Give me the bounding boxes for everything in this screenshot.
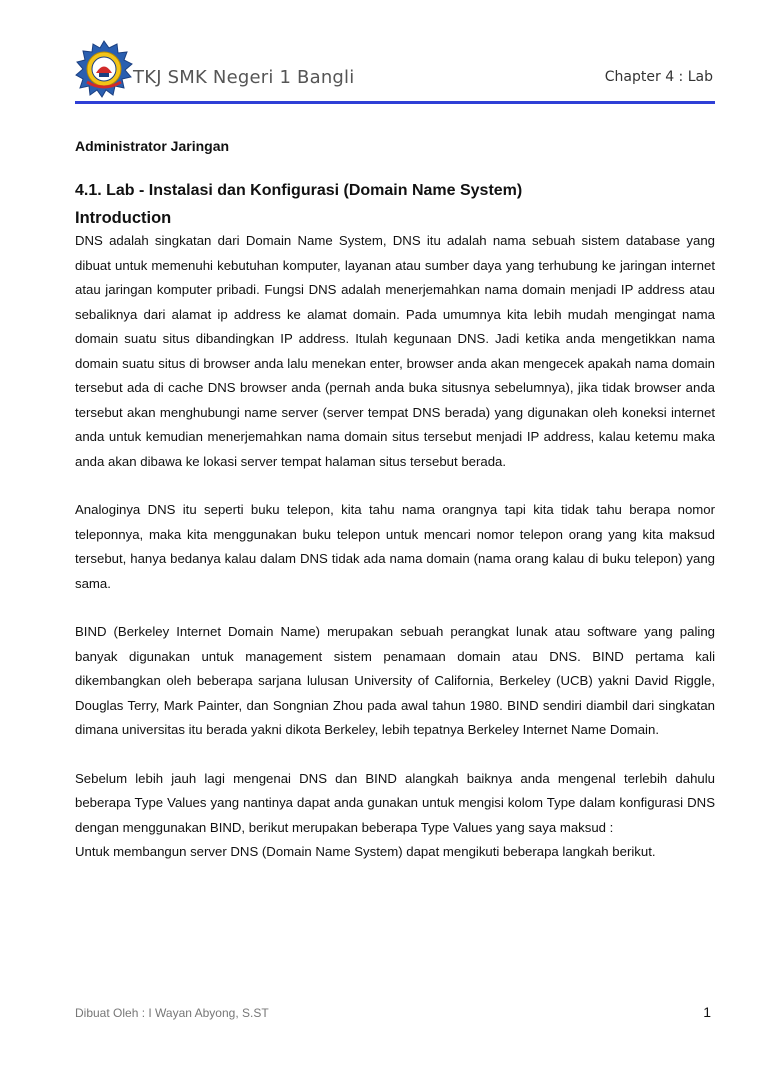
- section-title: Administrator Jaringan: [75, 138, 230, 154]
- paragraph-dns: DNS adalah singkatan dari Domain Name System, DNS itu adalah nama sebuah sistem database yang dibuat untuk memenuhi kebutuhan komputer, layanan atau sumber daya yang terhubung ke jaringan internet atau jaringan komputer pribadi. Fungsi DNS adalah menerjemahkan nama domain menjadi IP address atau sebaliknya dari alamat ip address ke alamat domain. Pada umumnya kita lebih mudah mengingat nama domain suatu situs dibandingkan IP address. Itulah kegunaan DNS. Jadi ketika anda mengetikkan nama domain suatu situs di browser anda lalu menekan enter, browser anda akan mengecek apakah nama domain tersebut ada di cache DNS browser anda (pernah anda buka situsnya sebelumnya), jika tidak browser anda tersebut akan menghubungi name server (server tempat DNS berada) yang digunakan oleh koneksi internet anda untuk kemudian menerjemahkan nama domain situs tersebut menjadi IP address, kalau ketemu maka anda akan dibawa ke lokasi server tempat halaman situs tersebut berada.: [75, 233, 715, 469]
- spacer: [75, 743, 715, 767]
- school-emblem-icon: [75, 40, 133, 98]
- spacer: [75, 596, 715, 620]
- intro-heading: Introduction: [75, 209, 172, 227]
- page-footer: [75, 1004, 715, 1024]
- paragraph-analogy: Analoginya DNS itu seperti buku telepon, kita tahu nama orangnya tapi kita tidak tahu berapa nomor teleponnya, maka kita menggunakan buku telepon untuk mencari nomor telepon orang yang kita maksud tersebut, hanya bedanya kalau dalam DNS tidak ada nama domain (nama orang kalau di buku telepon) yang sama.: [75, 502, 715, 591]
- page-header: [75, 40, 715, 104]
- paragraph-type-values: Sebelum lebih jauh lagi mengenai DNS dan BIND alangkah baiknya anda mengenal terlebih dahulu beberapa Type Values yang nantinya dapat anda gunakan untuk mengisi kolom Type dalam konfigurasi DNS dengan menggunakan BIND, berikut merupakan beberapa Type Values yang saya maksud :: [75, 770, 715, 835]
- paragraph-bind: BIND (Berkeley Internet Domain Name) merupakan sebuah perangkat lunak atau software yang paling banyak digunakan untuk management sistem penamaan domain atau DNS. BIND pertama kali dikembangkan oleh beberapa sarjana lulusan University of California, Berkeley (UCB) yakni David Riggle, Douglas Terry, Mark Painter, dan Songnian Zhou pada awal tahun 1980. BIND sendiri diambil dari singkatan dimana universitas itu berada yakni dikota Berkeley, lebih tepatnya Berkeley Internet Name Domain.: [75, 624, 715, 737]
- header-divider: [75, 101, 715, 104]
- paragraph-steps: Untuk membangun server DNS (Domain Name System) dapat mengikuti beberapa langkah berikut.: [75, 844, 656, 859]
- lab-title: 4.1. Lab - Instalasi dan Konfigurasi (Domain Name System): [75, 182, 523, 199]
- author-credit: Dibuat Oleh : I Wayan Abyong, S.ST: [75, 1006, 269, 1020]
- document-body: [75, 136, 715, 865]
- spacer: [75, 474, 715, 498]
- chapter-label: Chapter 4 : Lab: [604, 69, 713, 85]
- page-number: 1: [703, 1004, 711, 1020]
- school-name: TKJ SMK Negeri 1 Bangli: [133, 67, 355, 88]
